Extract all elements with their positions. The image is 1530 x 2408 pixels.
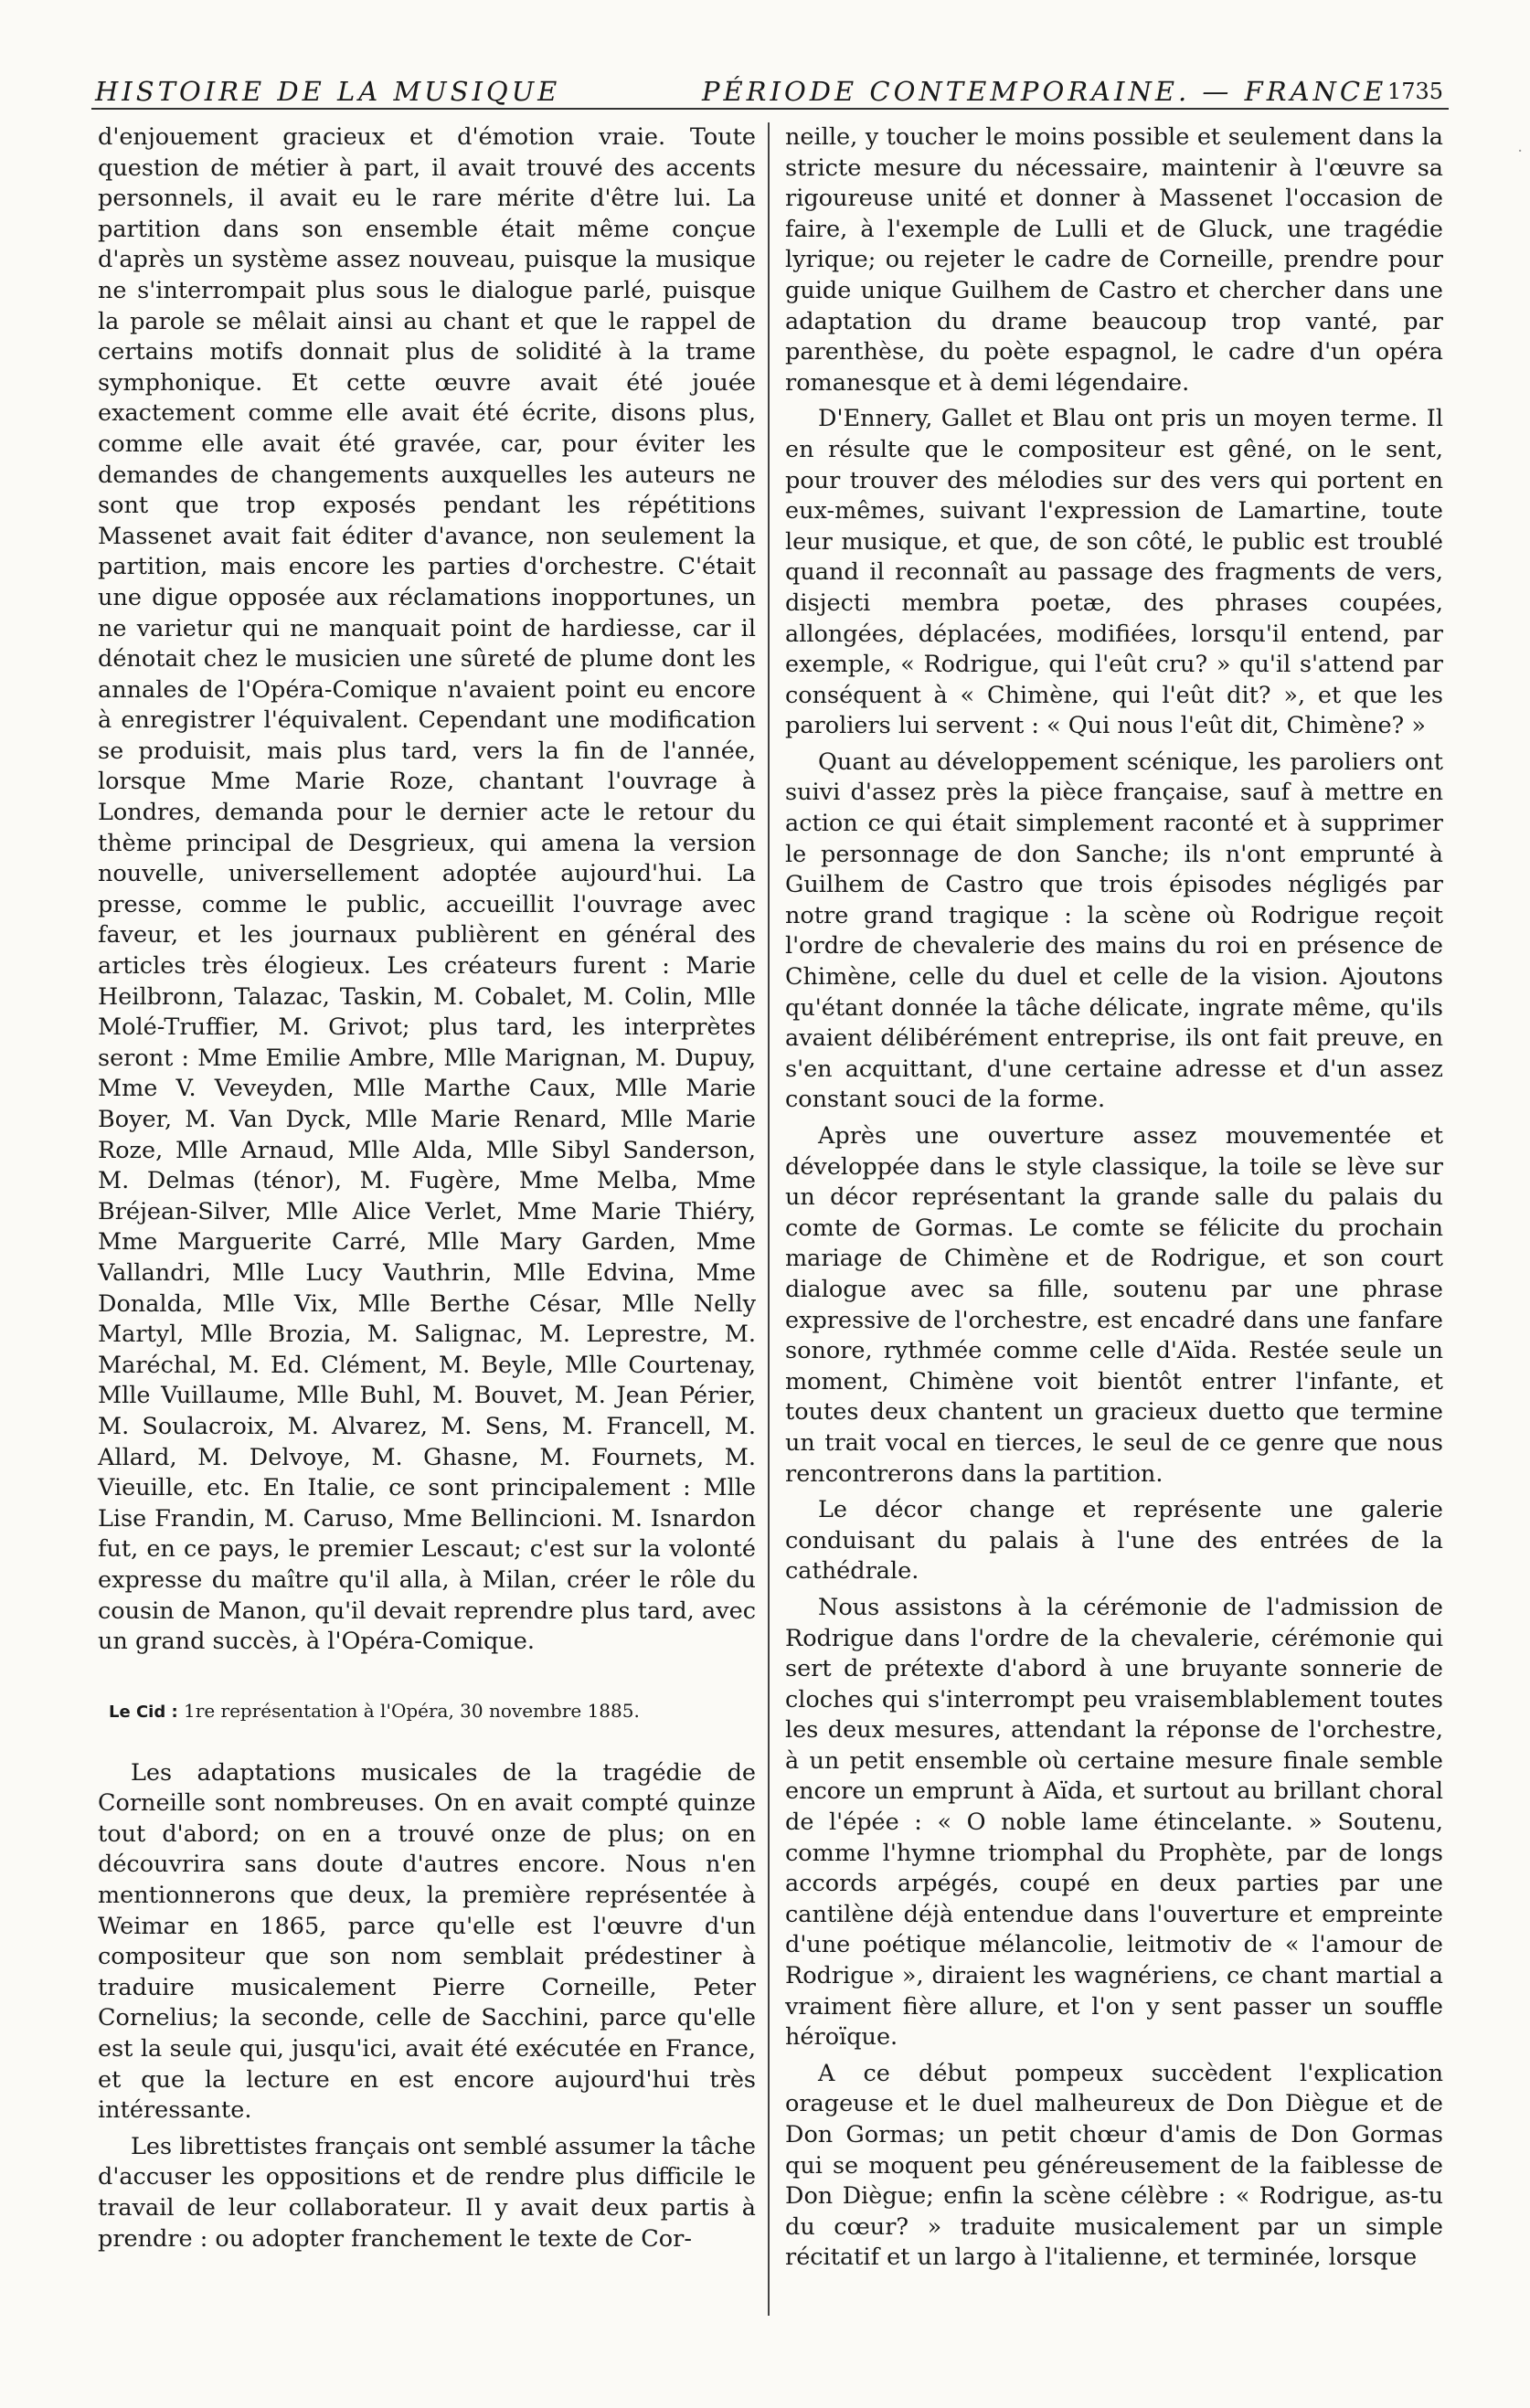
paragraph: neille, y toucher le moins possible et seulement dans la stricte mesure du nécessaire, maintenir à l'œuvre sa rigoureuse unité et donner à Massenet l'occasion de faire, à l'exemple de Lulli et de Gluck, une tragédie lyrique; ou rejeter le cadre de Corneille, prendre pour guide unique Guilhem de Castro et chercher dans une adaptation du drame beaucoup trop vanté, par parenthèse, du poète espagnol, le cadre d'un opéra romanesque et à demi légendaire. <box>785 123 1443 397</box>
paragraph: Le décor change et représente une galerie conduisant du palais à l'une des entrées de la cathédrale. <box>785 1496 1443 1586</box>
footnote-text: 1re représentation à l'Opéra, 30 novembre 1885. <box>184 1699 640 1722</box>
column-divider <box>768 122 770 2316</box>
paragraph: d'enjouement gracieux et d'émotion vraie. Toute question de métier à part, il avait trouvé des accents personnels, il avait eu le rare mérite d'être lui. La partition dans son ensemble était même conçue d'après un système assez nouveau, puisque la musique ne s'interrompait plus sous le dialogue parlé, puisque la parole se mêlait ainsi au chant et que le rappel de certains motifs donnait plus de solidité à la trame symphonique. Et cette œuvre avait été jouée exactement comme elle avait été écrite, disons plus, comme elle avait été gravée, car, pour éviter les demandes de changements auxquelles les auteurs ne sont que trop exposés pendant les répétitions Massenet avait fait éditer d'avance, non seulement la partition, mais encore les parties d'orchestre. C'était une digue opposée aux réclamations inopportunes, un ne varietur qui ne manquait point de hardiesse, car il dénotait chez le musicien une sûreté de plume dont les annales de l'Opéra-Comique n'avaient point eu encore à enregistrer l'équivalent. Cependant une modification se produisit, mais plus tard, vers la fin de l'année, lorsque Mme Marie Roze, chantant l'ouvrage à Londres, demanda pour le dernier acte le retour du thème principal de Desgrieux, qui amena la version nouvelle, universellement adoptée aujourd'hui. La presse, comme le public, accueillit l'ouvrage avec faveur, et les journaux publièrent en général des articles très élogieux. Les créateurs furent : Marie Heilbronn, Talazac, Taskin, M. Cobalet, M. Colin, Mlle Molé-Truffier, M. Grivot; plus tard, les interprètes seront : Mme Emilie Ambre, Mlle Marignan, M. Dupuy, Mme V. Veveyden, Mlle Marthe Caux, Mlle Marie Boyer, M. Van Dyck, Mlle Marie Renard, Mlle Marie Roze, Mlle Arnaud, Mlle Alda, Mlle Sibyl Sanderson, M. Delmas (ténor), M. Fugère, Mme Melba, Mme Bréjean-Silver, Mlle Alice Verlet, Mme Marie Thiéry, Mme Marguerite Carré, Mlle Mary Garden, Mme Vallandri, Mlle Lucy Vauthrin, Mlle Edvina, Mme Donalda, Mlle Vix, Mlle Berthe César, Mlle Nelly Martyl, Mlle Brozia, M. Salignac, M. Leprestre, M. Maréchal, M. Ed. Clément, M. Beyle, Mlle Courtenay, Mlle Vuillaume, Mlle Buhl, M. Bouvet, M. Jean Périer, M. Soulacroix, M. Alvarez, M. Sens, M. Francell, M. Allard, M. Delvoye, M. Ghasne, M. Fournets, M. Vieuille, etc. En Italie, ce sont principalement : Mlle Lise Frandin, M. Caruso, Mme Bellincioni. M. Isnardon fut, en ce pays, le premier Lescaut; c'est sur la volonté expresse du maître qu'il alla, à Milan, créer le rôle du cousin de Manon, qu'il devait reprendre plus tard, avec un grand succès, à l'Opéra-Comique. <box>98 123 756 1656</box>
paragraph: Quant au développement scénique, les paroliers ont suivi d'assez près la pièce française, sauf à mettre en action ce qui était simplement raconté et à supprimer le personnage de don Sanche; ils n'ont emprunté à Guilhem de Castro que trois épisodes négligés par notre grand tragique : la scène où Rodrigue reçoit l'ordre de chevalerie des mains du roi en présence de Chimène, celle du duel et celle de la vision. Ajoutons qu'étant donnée la tâche délicate, ingrate même, qu'ils avaient délibérément entreprise, ils ont fait preuve, en s'en acquittant, d'une certaine adresse et d'un assez constant souci de la forme. <box>785 748 1443 1114</box>
paragraph: A ce début pompeux succèdent l'explication orageuse et le duel malheureux de Don Diègue et de Don Gormas; un petit chœur d'amis de Don Gormas qui se moquent peu généreusement de la faiblesse de Don Diègue; enfin la scène célèbre : « Rodrigue, as-tu du cœur? » traduite musicalement par un simple récitatif et un largo à l'italienne, et terminée, lorsque <box>785 2059 1443 2272</box>
paragraph: D'Ennery, Gallet et Blau ont pris un moyen terme. Il en résulte que le compositeur est gêné, on le sent, pour trouver des mélodies sur des vers qui portent en eux-mêmes, suivant l'expression de Lamartine, toute leur musique, et que, de son côté, le public est troublé quand il reconnaît au passage des fragments de vers, disjecti membra poetæ, des phrases coupées, allongées, déplacées, modifiées, lorsqu'il entend, par exemple, « Rodrigue, qui l'eût cru? » qu'il s'attend par conséquent à « Chimène, qui l'eût dit? », et que les paroliers lui servent : « Qui nous l'eût dit, Chimène? » <box>785 405 1443 740</box>
page-number: 1735 <box>1387 79 1443 104</box>
paragraph: Les adaptations musicales de la tragédie de Corneille sont nombreuses. On en avait compté quinze tout d'abord; on en a trouvé onze de plus; on en découvrira sans doute d'autres encore. Nous n'en mentionnerons que deux, la première représentée à Weimar en 1865, parce qu'elle est l'œuvre d'un compositeur que son nom semblait prédestiner à traduire musicalement Pierre Corneille, Peter Cornelius; la seconde, celle de Sacchini, parce qu'elle est la seule qui, jusqu'ici, avait été exécutée en France, et que la lecture en est encore aujourd'hui très intéressante. <box>98 1758 756 2125</box>
paragraph: Les librettistes français ont semblé assumer la tâche d'accuser les oppositions et de rendre plus difficile le travail de leur collaborateur. Il y avait deux partis à prendre : ou adopter franchement le texte de Cor- <box>98 2132 756 2253</box>
header-title: HISTOIRE DE LA MUSIQUE <box>95 76 561 107</box>
footnote <box>98 1698 756 1725</box>
header-section: PÉRIODE CONTEMPORAINE. — FRANCE <box>702 76 1387 107</box>
right-column <box>785 122 1443 2279</box>
paragraph: Nous assistons à la cérémonie de l'admission de Rodrigue dans l'ordre de la chevalerie, cérémonie qui sert de prétexte d'abord à une bruyante sonnerie de cloches qui s'interrompt peu vraisemblablement toutes les deux mesures, attendant la réponse de l'orchestre, à un petit ensemble où certaine mesure finale semble encore un emprunt à Aïda, et surtout au brillant choral de l'épée : « O noble lame étincelante. » Soutenu, comme l'hymne triomphal du Prophète, par de longs accords arpégés, coupé en deux parties par une cantilène déjà entendue dans l'ouverture et empreinte d'une poétique mélancolie, leitmotiv de « l'amour de Rodrigue », diraient les wagnériens, ce chant martial a vraiment fière allure, et l'on y sent passer un souffle héroïque. <box>785 1593 1443 2052</box>
edge-mark: · <box>1517 142 1523 161</box>
left-column <box>98 122 756 2260</box>
running-header <box>91 75 1449 110</box>
paragraph: Après une ouverture assez mouvementée et développée dans le style classique, la toile se lève sur un décor représentant la grande salle du palais du comte de Gormas. Le comte se félicite du prochain mariage de Chimène et de Rodrigue, et son court dialogue avec sa fille, soutenu par une phrase expressive de l'orchestre, est encadré dans une fanfare sonore, rythmée comme celle d'Aïda. Restée seule un moment, Chimène voit bientôt entrer l'infante, et toutes deux chantent un gracieux duetto que termine un trait vocal en tierces, le seul de ce genre que nous rencontrerons dans la partition. <box>785 1122 1443 1488</box>
footnote-label: Le Cid : <box>109 1702 178 1722</box>
